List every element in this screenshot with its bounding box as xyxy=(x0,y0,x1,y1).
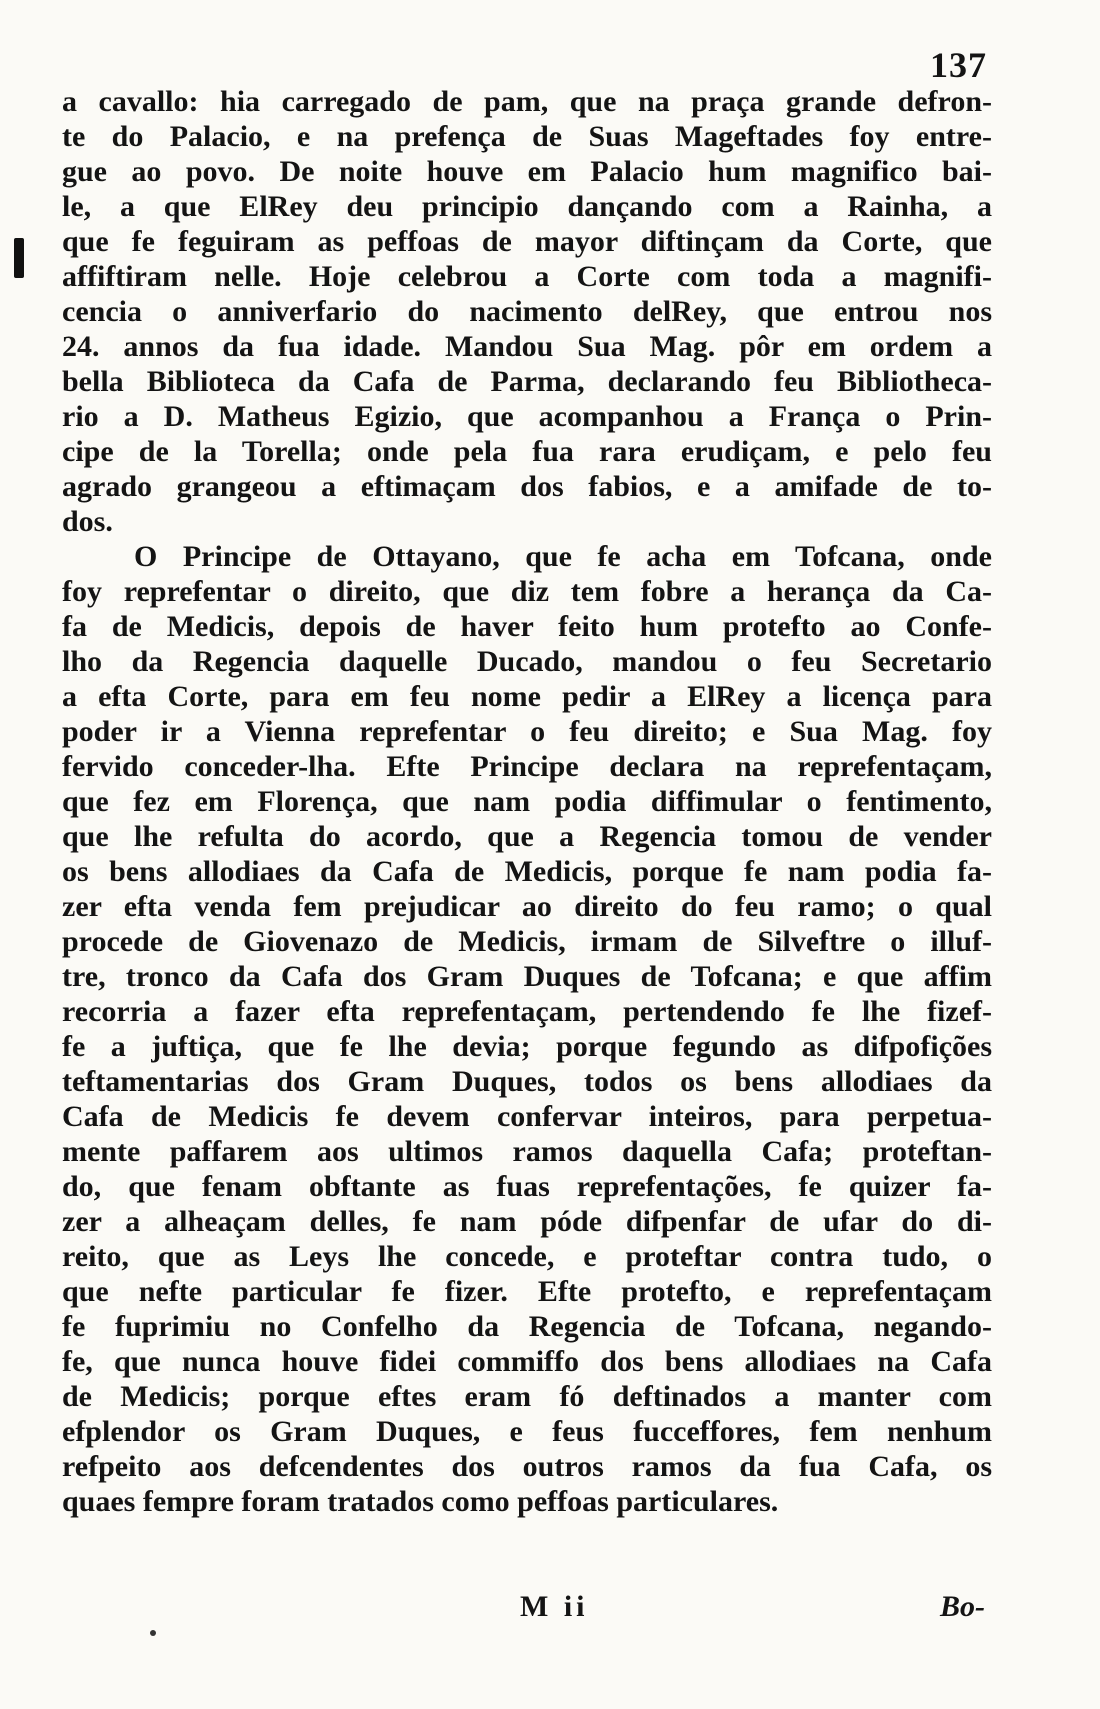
paragraph-start-line: O Principe de Ottayano, que fe acha em Tofcana, onde xyxy=(134,540,992,573)
ink-dot xyxy=(150,1630,156,1636)
text-line: refpeito aos defcendentes dos outros ramos da fua Cafa, os xyxy=(62,1450,992,1483)
text-line: zer a alheaçam delles, fe nam póde difpenfar de ufar do di- xyxy=(62,1205,992,1238)
page-number: 137 xyxy=(930,45,987,85)
text-line: mente paffarem aos ultimos ramos daquella Cafa; proteftan- xyxy=(62,1135,992,1168)
text-line: le, a que ElRey deu principio dançando com a Rainha, a xyxy=(62,190,992,223)
text-line: que fe feguiram as peffoas de mayor diftinçam da Corte, que xyxy=(62,225,992,258)
text-line: agrado grangeou a eftimaçam dos fabios, e a amifade de to- xyxy=(62,470,992,503)
text-line: tre, tronco da Cafa dos Gram Duques de Tofcana; e que affim xyxy=(62,960,992,993)
text-line: a cavallo: hia carregado de pam, que na praça grande defron- xyxy=(62,85,992,118)
text-line: Cafa de Medicis fe devem confervar inteiros, para perpetua- xyxy=(62,1100,992,1133)
text-line: que nefte particular fe fizer. Efte protefto, e reprefentaçam xyxy=(62,1275,992,1308)
text-line: te do Palacio, e na prefença de Suas Mageftades foy entre- xyxy=(62,120,992,153)
text-line: 24. annos da fua idade. Mandou Sua Mag. pôr em ordem a xyxy=(62,330,992,363)
text-line: lho da Regencia daquelle Ducado, mandou o feu Secretario xyxy=(62,645,992,678)
text-line: teftamentarias dos Gram Duques, todos os bens allodiaes da xyxy=(62,1065,992,1098)
body-text xyxy=(62,84,992,1519)
text-line: efplendor os Gram Duques, e feus fucceffores, fem nenhum xyxy=(62,1415,992,1448)
text-line: fervido conceder-lha. Efte Principe declara na reprefentaçam, xyxy=(62,750,992,783)
text-line: procede de Giovenazo de Medicis, irmam de Silveftre o illuf- xyxy=(62,925,992,958)
text-line: zer efta venda fem prejudicar ao direito do feu ramo; o qual xyxy=(62,890,992,923)
margin-ink-mark xyxy=(14,238,24,278)
text-line: fa de Medicis, depois de haver feito hum protefto ao Confe- xyxy=(62,610,992,643)
page-footer xyxy=(0,1590,1100,1635)
text-line: fe a juftiça, que fe lhe devia; porque fegundo as difpofições xyxy=(62,1030,992,1063)
text-line: recorria a fazer efta reprefentaçam, pertendendo fe lhe fizef- xyxy=(62,995,992,1028)
text-line: do, que fenam obftante as fuas reprefentações, fe quizer fa- xyxy=(62,1170,992,1203)
signature-mark: M ii xyxy=(520,1590,589,1623)
text-line: fe fuprimiu no Confelho da Regencia de Tofcana, negando- xyxy=(62,1310,992,1343)
text-line: de Medicis; porque eftes eram fó deftinados a manter com xyxy=(62,1380,992,1413)
text-line: que fez em Florença, que nam podia diffimular o fentimento, xyxy=(62,785,992,818)
catchword: Bo- xyxy=(940,1590,985,1623)
text-line: a efta Corte, para em feu nome pedir a ElRey a licença para xyxy=(62,680,992,713)
text-line: rio a D. Matheus Egizio, que acompanhou a França o Prin- xyxy=(62,400,992,433)
text-line: foy reprefentar o direito, que diz tem fobre a herança da Ca- xyxy=(62,575,992,608)
text-line: os bens allodiaes da Cafa de Medicis, porque fe nam podia fa- xyxy=(62,855,992,888)
text-line: poder ir a Vienna reprefentar o feu direito; e Sua Mag. foy xyxy=(62,715,992,748)
text-line: cipe de la Torella; onde pela fua rara erudiçam, e pelo feu xyxy=(62,435,992,468)
text-line: que lhe refulta do acordo, que a Regencia tomou de vender xyxy=(62,820,992,853)
text-line: dos. xyxy=(62,505,113,538)
text-line: gue ao povo. De noite houve em Palacio hum magnifico bai- xyxy=(62,155,992,188)
text-line: quaes fempre foram tratados como peffoas particulares. xyxy=(62,1485,779,1518)
text-line: affiftiram nelle. Hoje celebrou a Corte com toda a magnifi- xyxy=(62,260,992,293)
text-line: bella Biblioteca da Cafa de Parma, declarando feu Bibliotheca- xyxy=(62,365,992,398)
text-line: cencia o anniverfario do nacimento delRey, que entrou nos xyxy=(62,295,992,328)
text-line: reito, que as Leys lhe concede, e proteftar contra tudo, o xyxy=(62,1240,992,1273)
text-line: fe, que nunca houve fidei commiffo dos bens allodiaes na Cafa xyxy=(62,1345,992,1378)
